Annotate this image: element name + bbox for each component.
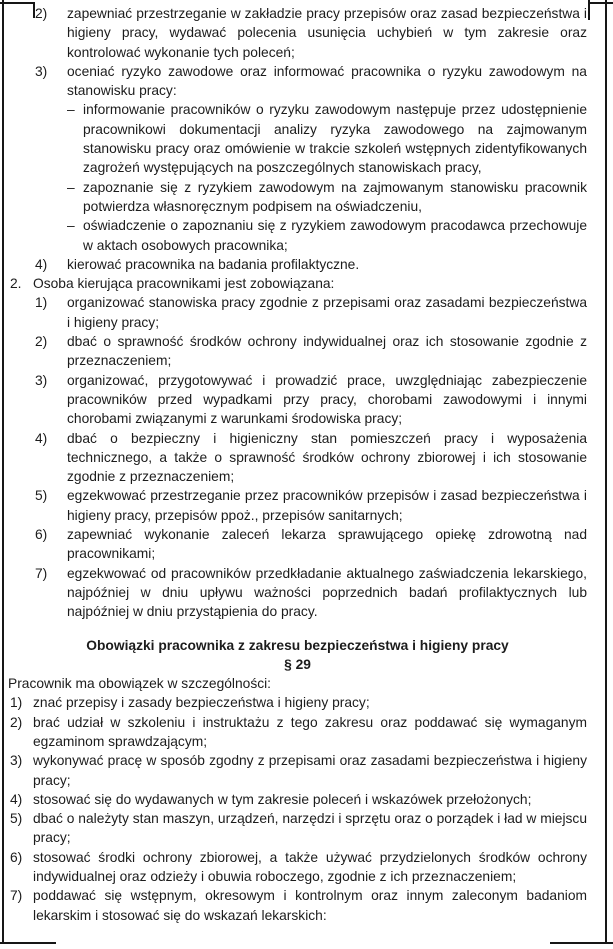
body-text: informowanie pracowników o ryzyku zawodowym następuje przez udostępnienie pracownikowi dokumentacji analizy ryzyka zawodowego na zajmowanym stanowisku pracy oraz omówienie w trakcie szkoleń wstępnych zidentyfikowanych zagrożeń występujących na poszczególnych stanowiskach pracy, [83,102,587,176]
body-text: stosować się do wydawanych w tym zakresie poleceń i wskazówek przełożonych; [33,791,532,807]
dash-sub-item [0,178,613,217]
body-text: dbać o sprawność środków ochrony indywidualnej oraz ich stosowanie zgodnie z przeznaczeniem; [67,334,587,369]
list-item-level2 [0,564,613,622]
list-item-marker: 5) [10,811,23,827]
list-item-level2 [0,332,613,371]
list-item-marker: 5) [35,488,48,504]
dash-sub-item [0,216,613,255]
list-item-marker: 7) [35,565,48,581]
body-text: zapewniać przestrzeganie w zakładzie pracy przepisów oraz zasad bezpieczeństwa i higieny pracy, wydawać polecenia usunięcia uchybień w tym zakresie oraz kontrolować wykonanie tych poleceń; [67,6,587,60]
list-item [0,809,613,848]
list-item [0,886,613,925]
list-item-marker: 4) [35,256,48,272]
body-text: kierować pracownika na badania profilaktyczne. [67,256,360,272]
list-item-marker: 4) [10,791,23,807]
page-border-bottom-right [550,942,613,944]
list-item-marker: – [67,218,75,234]
list-item-level2 [0,62,613,101]
list-item-marker: 2) [10,714,23,730]
body-text: stosować środki ochrony zbiorowej, a także używać przydzielonych środków ochrony indywidualnej oraz odzieży i obuwia roboczego, zgodnie z ich przeznaczeniem; [33,849,587,885]
body-text: poddawać się wstępnym, okresowym i kontrolnym oraz innym zaleconym badaniom lekarskim i stosować się do wskazań lekarskich: [33,888,587,923]
list-item-level2 [0,255,613,274]
body-text: dbać o należyty stan maszyn, urządzeń, narzędzi i sprzętu oraz o porządek i ład w miejscu pracy; [33,811,587,846]
list-item [0,848,613,887]
body-text: zapewniać wykonanie zaleceń lekarza sprawującego opiekę zdrowotną nad pracownikami; [67,527,587,562]
list-item-level2 [0,293,613,332]
body-text: organizować, przygotowywać i prowadzić prace, uwzględniając zabezpieczenie pracowników przed wypadkami przy pracy, chorobami zawodowymi i innymi chorobami związanymi z warunkami środowiska pracy; [67,372,587,427]
list-item [0,790,613,809]
body-text: wykonywać pracę w sposób zgodny z przepisami oraz zasadami bezpieczeństwa i higieny pracy; [33,753,587,788]
body-text: egzekwować od pracowników przedkładanie aktualnego zaświadczenia lekarskiego, najpóźniej w dniu upływu ważności poprzednich badań profilaktycznych lub najpóźniej w dniu przystąpienia do pracy. [67,565,587,620]
list-item-marker: 2. [10,276,22,292]
list-item [0,751,613,790]
list-item-level2 [0,4,613,62]
list-item-level2 [0,525,613,564]
body-text: znać przepisy i zasady bezpieczeństwa i higieny pracy; [33,695,370,711]
body-text: zapoznanie się z ryzykiem zawodowym na zajmowanym stanowisku pracownik potwierdza własnoręcznym podpisem na oświadczeniu, [83,179,587,214]
body-text: dbać o bezpieczny i higieniczny stan pomieszczeń pracy i wyposażenia technicznego, a także o sprawność środków ochrony zbiorowej i ich stosowanie zgodnie z przeznaczeniem; [67,430,587,485]
list-item-marker: 1) [35,295,48,311]
list-item-marker: 7) [10,888,23,904]
body-text: brać udział w szkoleniu i instruktażu z tego zakresu oraz poddawać się wymaganym egzaminom sprawdzającym; [33,714,587,749]
list-item-level2 [0,486,613,525]
paragraph [0,674,613,693]
list-item [0,713,613,752]
document-text-column [0,4,613,925]
body-text: egzekwować przestrzeganie przez pracowników przepisów i zasad bezpieczeństwa i higieny pracy, przepisów ppoż., przepisów sanitarnych; [67,488,587,523]
page-border-bottom-left [0,942,56,944]
dash-sub-item [0,100,613,177]
list-item-marker: – [67,102,75,118]
section-number-heading [0,655,613,674]
list-item-level2 [0,429,613,487]
body-text: oświadczenie o zapoznaniu się z ryzykiem zawodowym pracodawca przechowuje w aktach osobowych pracownika; [83,218,587,253]
list-item-marker: 3) [10,753,23,769]
body-text: Pracownik ma obowiązek w szczególności: [8,676,272,692]
list-item-level1 [0,274,613,293]
body-text: oceniać ryzyko zawodowe oraz informować pracownika o ryzyku zawodowym na stanowisku pracy: [67,63,587,99]
list-item-marker: 6) [35,527,48,543]
list-item-marker: 3) [35,372,48,388]
list-item-level2 [0,371,613,429]
list-item-marker: 3) [35,63,48,79]
list-item-marker: 6) [10,849,23,865]
heading-text: Obowiązki pracownika z zakresu bezpieczeństwa i higieny pracy [86,637,509,653]
section-heading [0,636,613,655]
list-item-marker: 2) [35,334,48,350]
body-text: Osoba kierująca pracownikami jest zobowiązana: [33,276,335,292]
body-text: organizować stanowiska pracy zgodnie z przepisami oraz zasadami bezpieczeństwa i higieny pracy; [67,295,587,330]
list-item [0,693,613,712]
list-item-marker: – [67,179,75,195]
list-item-marker: 1) [10,695,23,711]
list-item-marker: 2) [35,6,48,21]
list-item-marker: 4) [35,430,48,446]
paragraph-symbol-text: § 29 [284,656,311,672]
